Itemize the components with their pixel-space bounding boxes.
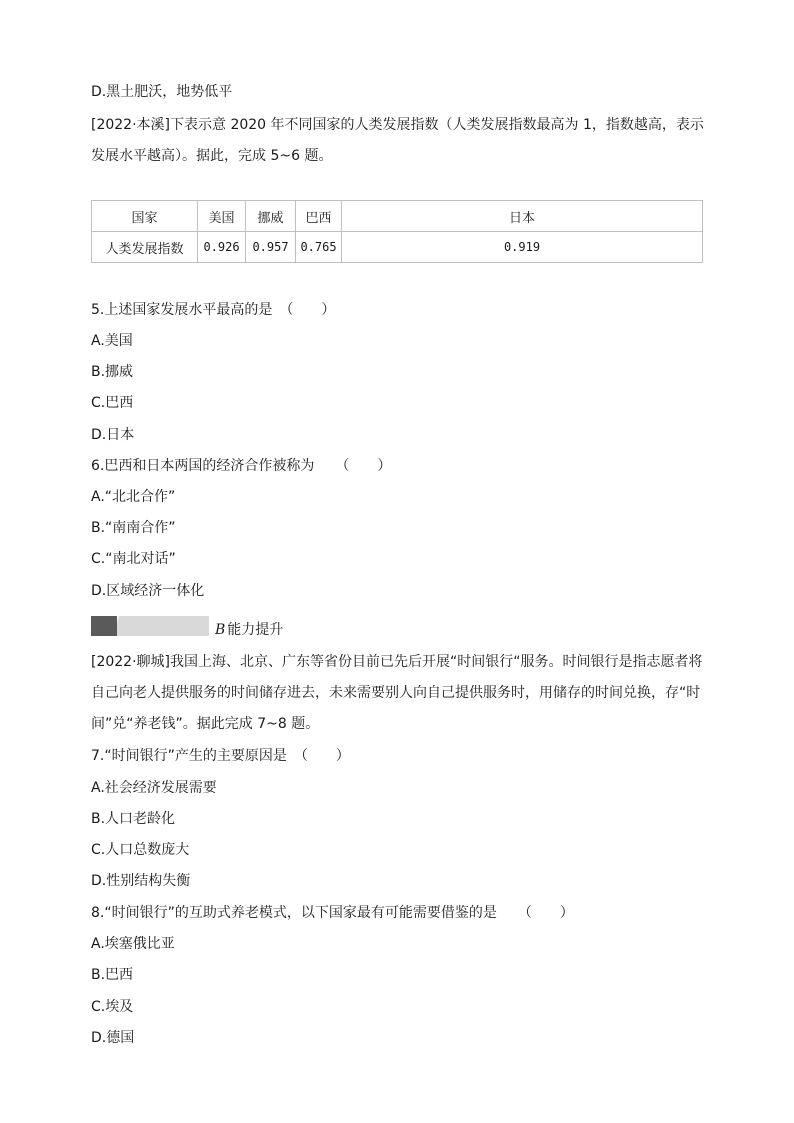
table-cell: 巴西 — [296, 201, 342, 232]
question-7-stem: 7.“时间银行”产生的主要原因是 （ ） — [91, 748, 350, 764]
question-8-option-d: D.德国 — [91, 1030, 135, 1046]
question-7-option-a: A.社会经济发展需要 — [91, 780, 217, 796]
question-6-option-b: B.“南南合作” — [91, 520, 176, 536]
banner-light-bar — [113, 616, 209, 636]
question-7-option-b: B.人口老龄化 — [91, 811, 176, 827]
question-7-option-c: C.人口总数庞大 — [91, 842, 190, 858]
table-cell: 0.957 — [246, 232, 296, 263]
table-cell: 0.765 — [296, 232, 342, 263]
question-8-option-b: B.巴西 — [91, 967, 134, 983]
section-title-text: 能力提升 — [227, 622, 284, 638]
question-5-option-d: D.日本 — [91, 427, 135, 443]
table-cell: 日本 — [342, 201, 703, 232]
table-row — [92, 232, 703, 263]
table-cell: 0.926 — [198, 232, 246, 263]
table-cell: 挪威 — [246, 201, 296, 232]
hdi-table — [91, 200, 703, 263]
section-letter: B — [215, 622, 226, 638]
question-5-option-a: A.美国 — [91, 333, 133, 349]
table-header-row — [92, 201, 703, 232]
table-cell: 0.919 — [342, 232, 703, 263]
intro-paragraph-hdi: [2022·本溪]下表示意 2020 年不同国家的人类发展指数（人类发展指数最高为 1，指数越高，表示发展水平越高）。据此，完成 5~6 题。 — [91, 117, 704, 164]
question-6-stem: 6.巴西和日本两国的经济合作被称为 （ ） — [91, 458, 392, 474]
banner-dark-block — [91, 616, 117, 636]
question-7-option-d: D.性别结构失衡 — [91, 873, 191, 889]
question-8-option-a: A.埃塞俄比亚 — [91, 936, 175, 952]
question-8-option-c: C.埃及 — [91, 999, 134, 1015]
table-cell: 国家 — [92, 201, 198, 232]
section-banner — [91, 616, 331, 636]
intro-paragraph-time-bank: [2022·聊城]我国上海、北京、广东等省份目前已先后开展“时间银行“服务。时间银行是指志愿者将自己向老人提供服务的时间储存进去，未来需要别人向自己提供服务时，用储存的时间兑换，存“时间”兑“养老钱”。据此完成 7~8 题。 — [91, 654, 703, 732]
q4-option-d: D.黑土肥沃，地势低平 — [91, 84, 233, 100]
question-6-option-d: D.区域经济一体化 — [91, 583, 205, 599]
question-6-option-a: A.“北北合作” — [91, 489, 176, 505]
table-cell: 美国 — [198, 201, 246, 232]
section-title — [215, 620, 283, 640]
question-5-option-c: C.巴西 — [91, 395, 134, 411]
table-cell: 人类发展指数 — [92, 232, 198, 263]
question-6-option-c: C.“南北对话” — [91, 551, 176, 567]
question-8-stem: 8.“时间银行”的互助式养老模式，以下国家最有可能需要借鉴的是 （ ） — [91, 905, 574, 921]
question-5-option-b: B.挪威 — [91, 364, 134, 380]
question-5-stem: 5.上述国家发展水平最高的是 （ ） — [91, 302, 336, 318]
